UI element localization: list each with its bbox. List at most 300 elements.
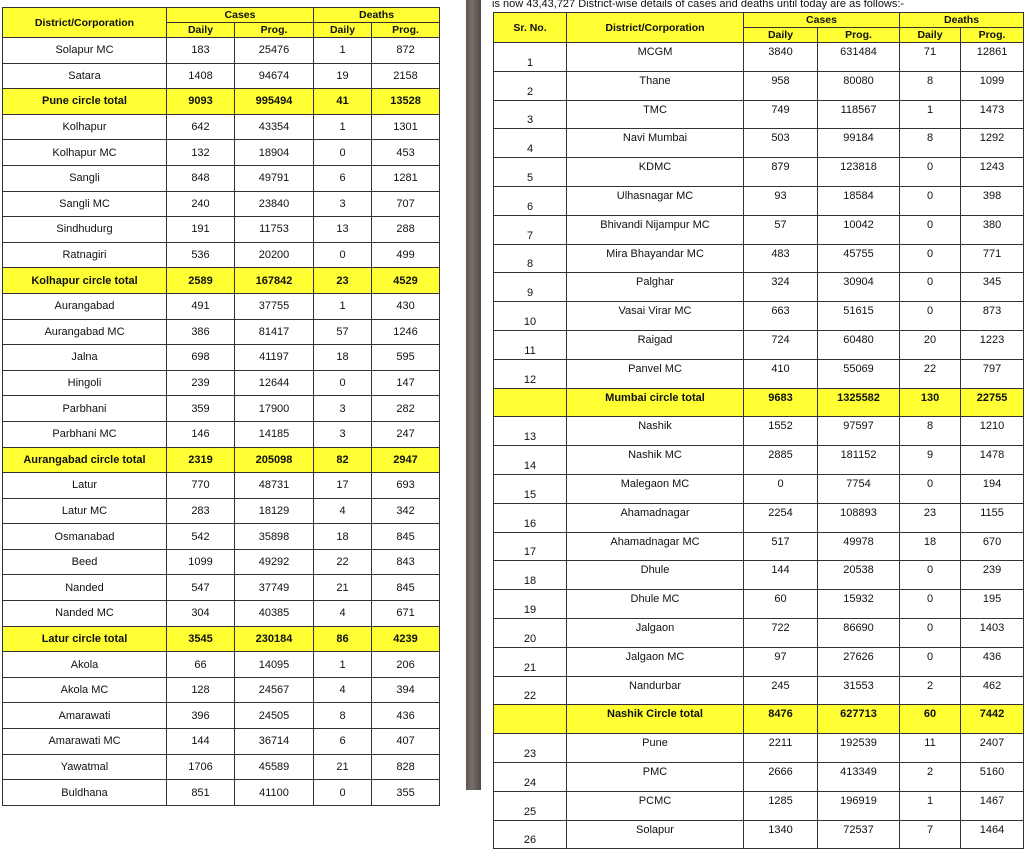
- table-row: [3, 140, 440, 166]
- deaths-daily-cell: 4: [314, 677, 372, 703]
- circle-total-row: [3, 89, 440, 115]
- cases-prog-cell: 86690: [818, 618, 900, 647]
- table-row: [3, 191, 440, 217]
- table-row: [3, 345, 440, 371]
- cases-daily-cell: 0: [744, 474, 818, 503]
- cases-prog-cell: 37749: [235, 575, 314, 601]
- sr-no-cell: [494, 705, 567, 734]
- district-name-cell: Akola MC: [3, 677, 167, 703]
- deaths-daily-cell: 0: [900, 302, 961, 331]
- deaths-daily-cell: 82: [314, 447, 372, 473]
- deaths-daily-cell: 8: [314, 703, 372, 729]
- deaths-prog-cell: 206: [372, 652, 440, 678]
- cases-daily-cell: 8476: [744, 705, 818, 734]
- district-name-cell: Solapur MC: [3, 38, 167, 64]
- cases-prog-cell: 12644: [235, 370, 314, 396]
- sr-no-cell: 3: [494, 100, 567, 129]
- deaths-daily-cell: 18: [900, 532, 961, 561]
- table-row: [3, 421, 440, 447]
- deaths-daily-cell: 0: [314, 140, 372, 166]
- district-name-cell: Malegaon MC: [567, 474, 744, 503]
- cases-prog-cell: 81417: [235, 319, 314, 345]
- cases-prog-cell: 167842: [235, 268, 314, 294]
- cases-prog-cell: 631484: [818, 43, 900, 72]
- district-name-cell: Aurangabad MC: [3, 319, 167, 345]
- cases-prog-cell: 40385: [235, 601, 314, 627]
- deaths-daily-cell: 21: [314, 754, 372, 780]
- cases-prog-cell: 17900: [235, 396, 314, 422]
- cases-prog-cell: 20538: [818, 561, 900, 590]
- deaths-daily-cell: 60: [900, 705, 961, 734]
- cases-prog-cell: 181152: [818, 446, 900, 475]
- cases-prog-cell: 24505: [235, 703, 314, 729]
- deaths-daily-cell: 1: [900, 791, 961, 820]
- cases-prog-cell: 80080: [818, 71, 900, 100]
- cases-daily-cell: 722: [744, 618, 818, 647]
- table-row: [3, 677, 440, 703]
- district-name-cell: TMC: [567, 100, 744, 129]
- deaths-daily-cell: 1: [314, 652, 372, 678]
- deaths-daily-cell: 7: [900, 820, 961, 849]
- sr-no-cell: 8: [494, 244, 567, 273]
- cases-daily-cell: 483: [744, 244, 818, 273]
- district-name-cell: Bhivandi Nijampur MC: [567, 215, 744, 244]
- cases-daily-cell: 245: [744, 676, 818, 705]
- table-row: [494, 158, 1024, 187]
- cases-prog-cell: 55069: [818, 359, 900, 388]
- cases-prog-cell: 7754: [818, 474, 900, 503]
- cases-prog-cell: 192539: [818, 734, 900, 763]
- cases-daily-cell: 359: [167, 396, 235, 422]
- cases-prog-cell: 14185: [235, 421, 314, 447]
- cases-daily-cell: 2885: [744, 446, 818, 475]
- deaths-prog-cell: 1210: [961, 417, 1024, 446]
- district-name-cell: Pune: [567, 734, 744, 763]
- sr-no-cell: 10: [494, 302, 567, 331]
- table-row: [3, 575, 440, 601]
- cases-daily-cell: 2254: [744, 503, 818, 532]
- cases-prog-cell: 72537: [818, 820, 900, 849]
- district-name-cell: Dhule MC: [567, 590, 744, 619]
- deaths-prog-cell: 707: [372, 191, 440, 217]
- header-district: District/Corporation: [567, 13, 744, 43]
- deaths-daily-cell: 1: [314, 293, 372, 319]
- cases-prog-cell: 11753: [235, 217, 314, 243]
- district-name-cell: Raigad: [567, 330, 744, 359]
- cases-daily-cell: 724: [744, 330, 818, 359]
- cases-daily-cell: 848: [167, 165, 235, 191]
- sr-no-cell: 25: [494, 791, 567, 820]
- deaths-prog-cell: 1099: [961, 71, 1024, 100]
- district-name-cell: Panvel MC: [567, 359, 744, 388]
- header-cases-prog: Prog.: [235, 23, 314, 38]
- header-cases-prog: Prog.: [818, 28, 900, 43]
- district-name-cell: Yawatmal: [3, 754, 167, 780]
- deaths-prog-cell: 872: [372, 38, 440, 64]
- table-row: [494, 273, 1024, 302]
- table-row: [494, 676, 1024, 705]
- cases-daily-cell: 386: [167, 319, 235, 345]
- district-name-cell: Latur: [3, 473, 167, 499]
- district-name-cell: Vasai Virar MC: [567, 302, 744, 331]
- cases-prog-cell: 37755: [235, 293, 314, 319]
- deaths-daily-cell: 4: [314, 601, 372, 627]
- table-row: [494, 359, 1024, 388]
- deaths-daily-cell: 0: [900, 186, 961, 215]
- circle-total-row: [3, 626, 440, 652]
- cases-prog-cell: 60480: [818, 330, 900, 359]
- deaths-prog-cell: 194: [961, 474, 1024, 503]
- cases-daily-cell: 1706: [167, 754, 235, 780]
- cases-daily-cell: 642: [167, 114, 235, 140]
- cases-daily-cell: 60: [744, 590, 818, 619]
- sr-no-cell: 1: [494, 43, 567, 72]
- table-row: [494, 100, 1024, 129]
- deaths-prog-cell: 595: [372, 345, 440, 371]
- district-name-cell: Aurangabad circle total: [3, 447, 167, 473]
- header-deaths: Deaths: [900, 13, 1024, 28]
- deaths-prog-cell: 462: [961, 676, 1024, 705]
- circle-total-row: [494, 388, 1024, 417]
- cases-prog-cell: 10042: [818, 215, 900, 244]
- table-row: [494, 647, 1024, 676]
- cases-prog-cell: 48731: [235, 473, 314, 499]
- cases-prog-cell: 413349: [818, 762, 900, 791]
- deaths-daily-cell: 17: [314, 473, 372, 499]
- district-name-cell: Sangli MC: [3, 191, 167, 217]
- deaths-daily-cell: 23: [900, 503, 961, 532]
- deaths-prog-cell: 22755: [961, 388, 1024, 417]
- sr-no-cell: 26: [494, 820, 567, 849]
- deaths-prog-cell: 1243: [961, 158, 1024, 187]
- cases-daily-cell: 3840: [744, 43, 818, 72]
- deaths-prog-cell: 693: [372, 473, 440, 499]
- deaths-prog-cell: 873: [961, 302, 1024, 331]
- cases-prog-cell: 51615: [818, 302, 900, 331]
- table-row: [3, 165, 440, 191]
- table-row: [494, 532, 1024, 561]
- table-row: [3, 473, 440, 499]
- sr-no-cell: 22: [494, 676, 567, 705]
- table-row: [494, 474, 1024, 503]
- district-name-cell: Nashik: [567, 417, 744, 446]
- cases-daily-cell: 536: [167, 242, 235, 268]
- cases-prog-cell: 20200: [235, 242, 314, 268]
- district-name-cell: Mira Bhayandar MC: [567, 244, 744, 273]
- cases-prog-cell: 49292: [235, 549, 314, 575]
- cases-daily-cell: 146: [167, 421, 235, 447]
- deaths-prog-cell: 1403: [961, 618, 1024, 647]
- cases-prog-cell: 41100: [235, 780, 314, 806]
- cases-prog-cell: 43354: [235, 114, 314, 140]
- sr-no-cell: 14: [494, 446, 567, 475]
- district-name-cell: Beed: [3, 549, 167, 575]
- header-district: District/Corporation: [3, 8, 167, 38]
- table-row: [494, 215, 1024, 244]
- deaths-prog-cell: 355: [372, 780, 440, 806]
- cases-daily-cell: 2666: [744, 762, 818, 791]
- district-name-cell: Parbhani MC: [3, 421, 167, 447]
- district-name-cell: Ratnagiri: [3, 242, 167, 268]
- district-name-cell: Kolhapur MC: [3, 140, 167, 166]
- sr-no-cell: 4: [494, 129, 567, 158]
- deaths-daily-cell: 0: [900, 244, 961, 273]
- header-deaths-daily: Daily: [314, 23, 372, 38]
- deaths-daily-cell: 13: [314, 217, 372, 243]
- district-name-cell: MCGM: [567, 43, 744, 72]
- table-row: [494, 762, 1024, 791]
- deaths-daily-cell: 71: [900, 43, 961, 72]
- left-cases-table: [2, 7, 440, 806]
- deaths-prog-cell: 430: [372, 293, 440, 319]
- sr-no-cell: 24: [494, 762, 567, 791]
- deaths-prog-cell: 282: [372, 396, 440, 422]
- sr-no-cell: 2: [494, 71, 567, 100]
- cases-daily-cell: 491: [167, 293, 235, 319]
- deaths-daily-cell: 11: [900, 734, 961, 763]
- deaths-prog-cell: 1246: [372, 319, 440, 345]
- deaths-daily-cell: 0: [900, 618, 961, 647]
- header-deaths: Deaths: [314, 8, 440, 23]
- table-row: [494, 618, 1024, 647]
- district-name-cell: Amarawati MC: [3, 729, 167, 755]
- intro-text: is now 43,43,727 District-wise details of cases and deaths until today are as follows:-: [492, 0, 905, 10]
- deaths-prog-cell: 13528: [372, 89, 440, 115]
- deaths-prog-cell: 1467: [961, 791, 1024, 820]
- district-name-cell: Osmanabad: [3, 524, 167, 550]
- district-name-cell: KDMC: [567, 158, 744, 187]
- cases-daily-cell: 304: [167, 601, 235, 627]
- cases-daily-cell: 542: [167, 524, 235, 550]
- table-row: [3, 242, 440, 268]
- deaths-daily-cell: 18: [314, 524, 372, 550]
- deaths-prog-cell: 394: [372, 677, 440, 703]
- cases-daily-cell: 93: [744, 186, 818, 215]
- deaths-prog-cell: 2158: [372, 63, 440, 89]
- deaths-prog-cell: 2947: [372, 447, 440, 473]
- deaths-prog-cell: 380: [961, 215, 1024, 244]
- district-name-cell: Sindhudurg: [3, 217, 167, 243]
- table-row: [3, 754, 440, 780]
- deaths-daily-cell: 2: [900, 762, 961, 791]
- district-name-cell: Palghar: [567, 273, 744, 302]
- cases-prog-cell: 99184: [818, 129, 900, 158]
- cases-prog-cell: 24567: [235, 677, 314, 703]
- district-name-cell: Latur MC: [3, 498, 167, 524]
- sr-no-cell: [494, 388, 567, 417]
- table-row: [3, 63, 440, 89]
- cases-daily-cell: 396: [167, 703, 235, 729]
- table-row: [3, 319, 440, 345]
- header-deaths-prog: Prog.: [961, 28, 1024, 43]
- deaths-prog-cell: 499: [372, 242, 440, 268]
- table-row: [3, 396, 440, 422]
- cases-prog-cell: 45755: [818, 244, 900, 273]
- cases-daily-cell: 191: [167, 217, 235, 243]
- cases-prog-cell: 27626: [818, 647, 900, 676]
- deaths-prog-cell: 843: [372, 549, 440, 575]
- deaths-prog-cell: 288: [372, 217, 440, 243]
- table-row: [3, 293, 440, 319]
- deaths-prog-cell: 436: [372, 703, 440, 729]
- district-name-cell: PCMC: [567, 791, 744, 820]
- table-row: [3, 498, 440, 524]
- deaths-daily-cell: 0: [314, 370, 372, 396]
- deaths-prog-cell: 398: [961, 186, 1024, 215]
- cases-daily-cell: 144: [167, 729, 235, 755]
- cases-daily-cell: 1552: [744, 417, 818, 446]
- table-row: [494, 446, 1024, 475]
- deaths-prog-cell: 247: [372, 421, 440, 447]
- sr-no-cell: 9: [494, 273, 567, 302]
- table-row: [494, 129, 1024, 158]
- cases-prog-cell: 94674: [235, 63, 314, 89]
- cases-daily-cell: 66: [167, 652, 235, 678]
- cases-daily-cell: 770: [167, 473, 235, 499]
- cases-daily-cell: 9093: [167, 89, 235, 115]
- cases-daily-cell: 698: [167, 345, 235, 371]
- cases-prog-cell: 49791: [235, 165, 314, 191]
- table-row: [3, 114, 440, 140]
- header-cases-daily: Daily: [167, 23, 235, 38]
- district-name-cell: Nandurbar: [567, 676, 744, 705]
- deaths-prog-cell: 828: [372, 754, 440, 780]
- district-name-cell: Latur circle total: [3, 626, 167, 652]
- header-cases: Cases: [167, 8, 314, 23]
- deaths-prog-cell: 670: [961, 532, 1024, 561]
- cases-daily-cell: 517: [744, 532, 818, 561]
- deaths-daily-cell: 1: [314, 38, 372, 64]
- district-name-cell: Ahamadnagar MC: [567, 532, 744, 561]
- district-name-cell: Nashik MC: [567, 446, 744, 475]
- deaths-daily-cell: 2: [900, 676, 961, 705]
- deaths-daily-cell: 0: [900, 561, 961, 590]
- right-cases-table: [493, 12, 1024, 849]
- deaths-prog-cell: 845: [372, 524, 440, 550]
- deaths-daily-cell: 41: [314, 89, 372, 115]
- table-row: [494, 590, 1024, 619]
- cases-prog-cell: 995494: [235, 89, 314, 115]
- deaths-daily-cell: 6: [314, 165, 372, 191]
- circle-total-row: [3, 268, 440, 294]
- cases-prog-cell: 627713: [818, 705, 900, 734]
- cases-prog-cell: 97597: [818, 417, 900, 446]
- deaths-daily-cell: 0: [900, 474, 961, 503]
- table-row: [494, 244, 1024, 273]
- deaths-daily-cell: 0: [900, 647, 961, 676]
- deaths-prog-cell: 5160: [961, 762, 1024, 791]
- deaths-prog-cell: 147: [372, 370, 440, 396]
- table-row: [494, 43, 1024, 72]
- deaths-prog-cell: 2407: [961, 734, 1024, 763]
- sr-no-cell: 11: [494, 330, 567, 359]
- cases-prog-cell: 23840: [235, 191, 314, 217]
- cases-daily-cell: 9683: [744, 388, 818, 417]
- cases-daily-cell: 851: [167, 780, 235, 806]
- deaths-prog-cell: 845: [372, 575, 440, 601]
- cases-prog-cell: 118567: [818, 100, 900, 129]
- cases-daily-cell: 239: [167, 370, 235, 396]
- deaths-daily-cell: 8: [900, 71, 961, 100]
- district-name-cell: Nanded MC: [3, 601, 167, 627]
- cases-daily-cell: 749: [744, 100, 818, 129]
- cases-daily-cell: 1099: [167, 549, 235, 575]
- cases-prog-cell: 123818: [818, 158, 900, 187]
- deaths-daily-cell: 8: [900, 417, 961, 446]
- district-name-cell: Ulhasnagar MC: [567, 186, 744, 215]
- table-row: [3, 217, 440, 243]
- district-name-cell: Satara: [3, 63, 167, 89]
- district-name-cell: Jalgaon: [567, 618, 744, 647]
- cases-daily-cell: 1408: [167, 63, 235, 89]
- deaths-prog-cell: 1292: [961, 129, 1024, 158]
- page-divider: [466, 0, 481, 790]
- sr-no-cell: 20: [494, 618, 567, 647]
- sr-no-cell: 13: [494, 417, 567, 446]
- cases-prog-cell: 25476: [235, 38, 314, 64]
- district-name-cell: Jalna: [3, 345, 167, 371]
- deaths-daily-cell: 22: [900, 359, 961, 388]
- table-row: [3, 729, 440, 755]
- deaths-prog-cell: 671: [372, 601, 440, 627]
- sr-no-cell: 23: [494, 734, 567, 763]
- sr-no-cell: 21: [494, 647, 567, 676]
- cases-prog-cell: 108893: [818, 503, 900, 532]
- table-row: [3, 601, 440, 627]
- deaths-daily-cell: 1: [314, 114, 372, 140]
- district-name-cell: Kolhapur: [3, 114, 167, 140]
- district-name-cell: Sangli: [3, 165, 167, 191]
- deaths-prog-cell: 1223: [961, 330, 1024, 359]
- cases-prog-cell: 205098: [235, 447, 314, 473]
- header-cases-daily: Daily: [744, 28, 818, 43]
- cases-prog-cell: 14095: [235, 652, 314, 678]
- header-sr-no: Sr. No.: [494, 13, 567, 43]
- cases-daily-cell: 183: [167, 38, 235, 64]
- district-name-cell: Nanded: [3, 575, 167, 601]
- deaths-daily-cell: 21: [314, 575, 372, 601]
- deaths-prog-cell: 1464: [961, 820, 1024, 849]
- district-name-cell: PMC: [567, 762, 744, 791]
- cases-prog-cell: 230184: [235, 626, 314, 652]
- district-name-cell: Navi Mumbai: [567, 129, 744, 158]
- deaths-daily-cell: 86: [314, 626, 372, 652]
- header-deaths-prog: Prog.: [372, 23, 440, 38]
- deaths-prog-cell: 797: [961, 359, 1024, 388]
- cases-daily-cell: 128: [167, 677, 235, 703]
- cases-prog-cell: 18584: [818, 186, 900, 215]
- cases-daily-cell: 283: [167, 498, 235, 524]
- cases-prog-cell: 15932: [818, 590, 900, 619]
- header-deaths-daily: Daily: [900, 28, 961, 43]
- cases-prog-cell: 49978: [818, 532, 900, 561]
- cases-daily-cell: 503: [744, 129, 818, 158]
- sr-no-cell: 18: [494, 561, 567, 590]
- deaths-daily-cell: 20: [900, 330, 961, 359]
- district-name-cell: Nashik Circle total: [567, 705, 744, 734]
- deaths-daily-cell: 22: [314, 549, 372, 575]
- deaths-prog-cell: 4529: [372, 268, 440, 294]
- deaths-prog-cell: 1281: [372, 165, 440, 191]
- deaths-daily-cell: 23: [314, 268, 372, 294]
- district-name-cell: Kolhapur circle total: [3, 268, 167, 294]
- cases-prog-cell: 30904: [818, 273, 900, 302]
- district-name-cell: Amarawati: [3, 703, 167, 729]
- cases-daily-cell: 1285: [744, 791, 818, 820]
- cases-prog-cell: 41197: [235, 345, 314, 371]
- cases-daily-cell: 2589: [167, 268, 235, 294]
- deaths-prog-cell: 7442: [961, 705, 1024, 734]
